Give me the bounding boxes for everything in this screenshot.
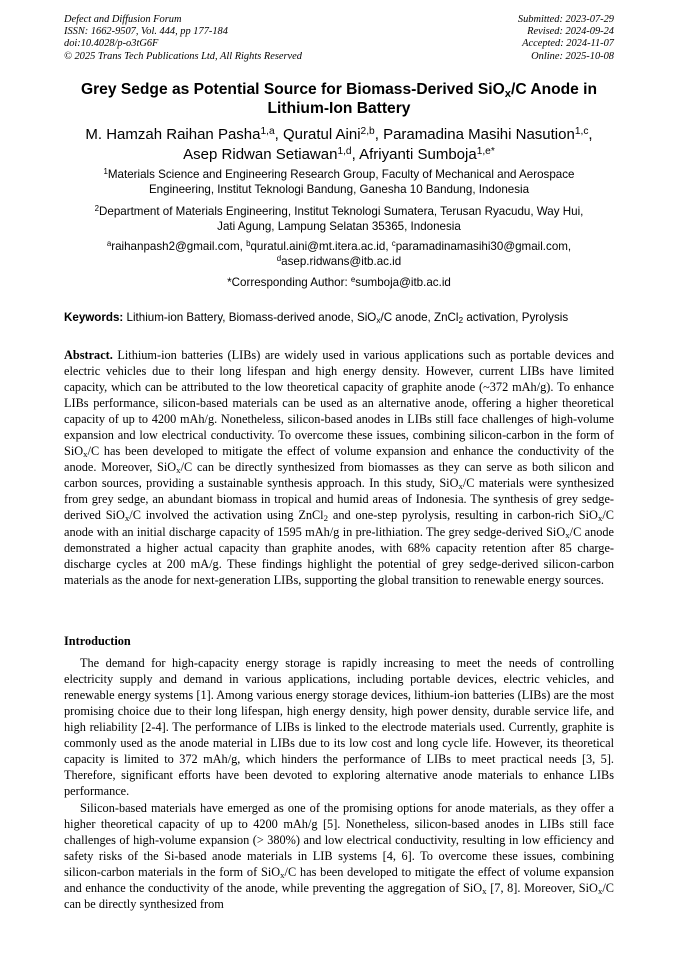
corresponding-author: *Corresponding Author: $^e$sumboja@itb.ac.id (227, 275, 451, 289)
abstract: Abstract. Lithium-ion batteries (LIBs) are widely used in various applications such as portable devices and electric vehicles due to their long lifespan and high energy density. However, current LIBs have limited capacity, which can be attributed to the low theoretical capacity of graphite anode (~372 mAh/g). To enhance LIBs performance, silicon-based materials can be used as an alternative anode, offering a higher theoretical capacity of up to 4200 mAh/g. Nonetheless, silicon-based anodes in LIBs still face challenges of high-volume expansion and low electrical conductivity. To overcome these issues, combining silicon-carbon in the form of SiO$_x$/C has been developed to mitigate the effect of volume expansion and enhance the conductivity of the anode. Moreover, SiO$_x$/C can be directly synthesized from biomasses as they can serve as both silicon and carbon sources, providing a sustainable synthesis approach. In this study, SiO$_x$/C materials were synthesized from grey sedge, an abundant biomass in tropical and humid areas of Indonesia. The synthesis of grey sedge-derived SiO$_x$/C involved the activation using ZnCl$_2$ and one-step pyrolysis, resulting in carbon-rich SiO$_x$/C anode with an initial discharge capacity of 1595 mAh/g in pre-lithiation. The grey sedge-derived SiO$_x$/C anode demonstrated a higher actual capacity than graphite anodes, with 68% capacity retention after 85 charge-discharge cycles at 200 mA/g. These findings highlight the potential of grey sedge-derived silicon-carbon materials as the anode for next-generation LIBs, supporting the global transition to renewable energy sources. (64, 348, 615, 587)
title-text: Lithium-Ion Battery (267, 100, 411, 117)
journal-header (64, 14, 302, 63)
email-link[interactable]: quratul.aini@mt.itera.ac.id, (250, 240, 392, 253)
affiliation-2: $^2$Department of Materials Engineering, Institut Teknologi Sumatera, Terusan Ryacudu, Way Hui, Jati Agung, Lampung Selatan 35365, Indonesia (94, 204, 584, 233)
intro-paragraph-1: The demand for high-capacity energy storage is rapidly increasing to meet the needs of controlling electricity supply and demand in various applications, including portable devices, electric vehicles, and renewable energy systems [1]. Among various energy storage devices, lithium-ion batteries (LIBs) are the most promising choice due to their long lifespan, high energy density, high power density, durable service life, and high reliability [2-4]. The performance of LIBs is linked to the electrode materials used. Currently, graphite is commonly used as the anode material in LIBs due to its low cost and long cycle life. However, its theoretical capacity is limited to 372 mAh/g, which hinders the performance of LIBs to meet practical needs [3, 5]. Therefore, significant efforts have been devoted to exploring alternative anode materials to enhance LIBs performance. (64, 656, 614, 799)
author-emails: $^a$raihanpash2@gmail.com, $^b$quratul.aini@mt.itera.ac.id, $^c$paramadinamasihi30@gmail.com, $^d$asep.ridwans@itb.ac.id (106, 239, 572, 268)
title-subscript: x (504, 87, 511, 100)
title-text: /C Anode in (510, 81, 598, 98)
keywords-label: Keywords: (64, 311, 124, 324)
journal-name: Defect and Diffusion Forum (64, 14, 182, 25)
affiliation-marker: 1 (103, 167, 108, 177)
author: Quratul Aini$^{2,b}$, (283, 125, 384, 143)
online-date: Online: 2025-10-08 (531, 50, 614, 62)
author-list (40, 125, 638, 164)
author: Asep Ridwan Setiawan$^{1,d}$, (183, 145, 360, 163)
affiliation-1: $^1$Materials Science and Engineering Research Group, Faculty of Mechanical and Aerospace Engineering, Institut Teknologi Bandung, Ganesha 10 Bandung, Indonesia (103, 167, 575, 196)
author: Afriyanti Sumboja$^{1,e*}$ (359, 145, 495, 163)
email-link[interactable]: raihanpash2@gmail.com, (111, 240, 247, 253)
author: Paramadina Masihi Nasution$^{1,c}$, (383, 125, 593, 143)
email-link[interactable]: asep.ridwans@itb.ac.id (281, 254, 402, 268)
issn-volume: ISSN: 1662-9507, Vol. 444, pp 177-184 (64, 26, 228, 38)
email-link[interactable]: paramadinamasihi30@gmail.com, (395, 240, 572, 253)
intro-paragraph-2: Silicon-based materials have emerged as one of the promising options for anode materials, as they offer a higher theoretical capacity of up to 4200 mAh/g [5]. Nonetheless, silicon-based anodes in LIBs still face challenges of high-volume expansion (> 380%) and low electrical conductivity, resulting in low efficiency and safety risks of the Si-based anode materials in LIB systems [4, 6]. To overcome these issues, combining silicon-carbon materials in the form of SiO$_x$/C has been developed to mitigate the effect of volume expansion and enhance the conductivity of the anode, while preventing the aggregation of SiO$_x$ [7, 8]. Moreover, SiO$_x$/C can be directly synthesized from (64, 801, 614, 912)
author: M. Hamzah Raihan Pasha$^{1,a}$, (85, 125, 283, 143)
section-heading: Introduction (64, 634, 131, 648)
dates-header (518, 14, 614, 63)
revised-date: Revised: 2024-09-24 (527, 26, 614, 38)
affiliation-marker: 2 (94, 204, 99, 214)
keywords: Keywords: Lithium-ion Battery, Biomass-derived anode, SiO$_x$/C anode, ZnCl$_2$ activation, Pyrolysis (64, 311, 569, 326)
title-text: Grey Sedge as Potential Source for Biomass-Derived SiO (80, 81, 505, 98)
copyright: © 2025 Trans Tech Publications Ltd, All Rights Reserved (64, 50, 302, 62)
submitted-date: Submitted: 2023-07-29 (517, 14, 614, 25)
doi[interactable]: doi:10.4028/p-o3tG6F (64, 38, 159, 50)
paper-title (40, 80, 638, 118)
email-link[interactable]: sumboja@itb.ac.id (355, 276, 451, 289)
abstract-label: Abstract. (64, 348, 113, 362)
accepted-date: Accepted: 2024-11-07 (522, 38, 614, 50)
